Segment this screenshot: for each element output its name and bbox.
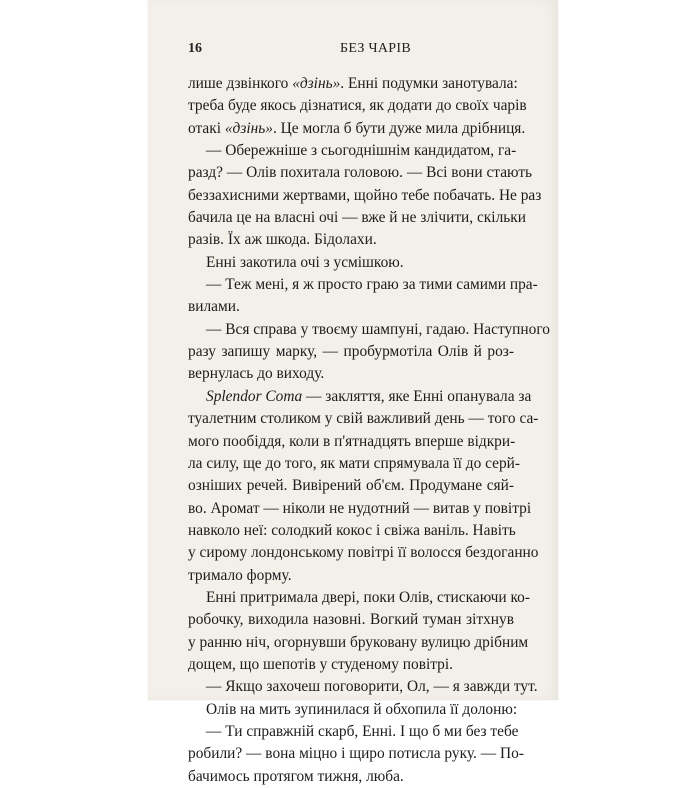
text-line: робили? — вона міцно і щиро потисла руку. — По- bbox=[188, 745, 524, 763]
text-line: во. Аромат — ніколи не нудотний — витав у повітрі bbox=[188, 499, 532, 517]
text-line: — Якщо захочеш поговорити, Ол, — я завжди тут. bbox=[206, 678, 538, 696]
text-line: Енні закотила очі з усмішкою. bbox=[206, 253, 404, 271]
text-line: озніших речей. Вивірений об'єм. Продумане сяй- bbox=[188, 477, 514, 495]
text-line: вернулась до виходу. bbox=[188, 365, 325, 383]
text-line: бачила це на власні очі — вже й не злічити, скільки bbox=[188, 209, 526, 227]
text-line: ла силу, ще до того, як мати спрямувала її до серй- bbox=[188, 454, 521, 472]
text-line: Олів на мить зупинилася й обхопила її долоню: bbox=[206, 700, 518, 718]
page-number: 16 bbox=[188, 41, 202, 56]
running-head: БЕЗ ЧАРІВ bbox=[340, 41, 411, 56]
text-line: разу запишу марку, — пробурмотіла Олів й роз- bbox=[188, 343, 514, 361]
text-line: туалетним столиком у свій важливий день — того са- bbox=[188, 410, 539, 428]
text-line: лише дзвінкого «дзінь». Енні подумки занотувала: bbox=[188, 75, 518, 92]
text-line: у ранню ніч, огорнувши бруковану вулицю дрібним bbox=[188, 633, 529, 651]
text-line: робочку, виходила назовні. Вогкий туман зітхнув bbox=[188, 611, 514, 629]
text-line: — Обережніше з сьогоднішнім кандидатом, га- bbox=[206, 142, 517, 160]
text-line: навколо неї: солодкий кокос і свіжа ваніль. Навіть bbox=[188, 521, 516, 539]
text-line: тримало форму. bbox=[188, 566, 292, 584]
body-text bbox=[188, 73, 550, 788]
text-line: разд? — Олів похитала головою. — Всі вони стають bbox=[188, 164, 533, 182]
text-line: бачимось протягом тижня, люба. bbox=[188, 767, 404, 785]
text-line: — Теж мені, я ж просто граю за тими самими пра- bbox=[206, 276, 538, 294]
text-line: — Ти справжній скарб, Енні. І що б ми без тебе bbox=[206, 722, 519, 740]
text-line: разів. Їх аж шкода. Бідолахи. bbox=[188, 231, 377, 249]
text-line: дощем, що шепотів у студеному повітрі. bbox=[188, 655, 453, 673]
text-line: беззахисними жертвами, щойно тебе побачать. Не раз bbox=[188, 186, 542, 204]
text-line: отакі «дзінь». Це могла б бути дуже мила дрібниця. bbox=[188, 119, 526, 137]
text-line: мого пообіддя, коли в п'ятнадцять вперше відкри- bbox=[188, 432, 516, 450]
text-line: — Вся справа у твоєму шампуні, гадаю. Наступного bbox=[206, 320, 550, 338]
text-line: Енні притримала двері, поки Олів, стискаючи ко- bbox=[206, 588, 530, 606]
text-line: у сирому лондонському повітрі її волосся бездоганно bbox=[188, 544, 539, 562]
text-line: треба буде якось дізнатися, як додати до своїх чарів bbox=[188, 97, 527, 115]
text-line: Splendor Coma — закляття, яке Енні опанувала за bbox=[206, 387, 532, 405]
text-line: вилами. bbox=[188, 298, 240, 316]
